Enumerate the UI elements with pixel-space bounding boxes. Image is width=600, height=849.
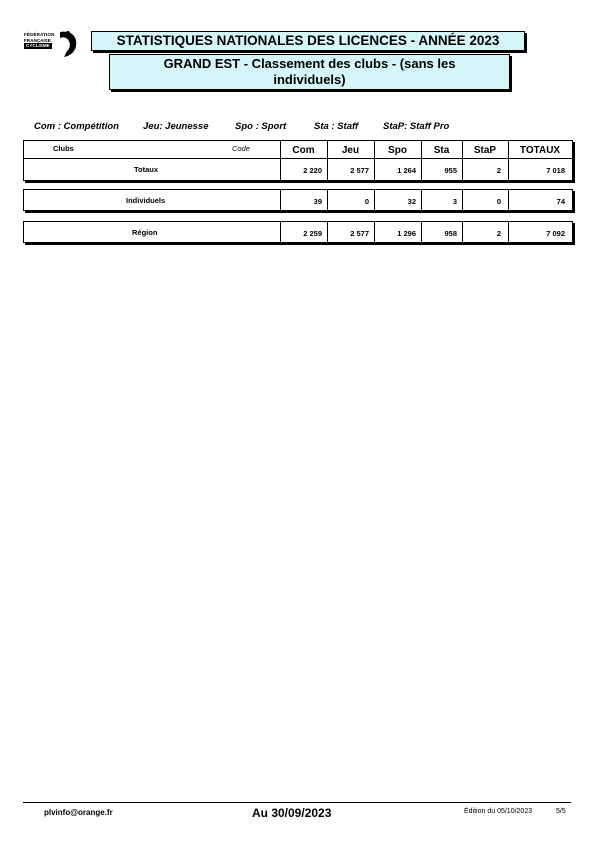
individuels-jeu: 0 [364,197,369,206]
individuels-com: 39 [313,197,322,206]
col-header-code: Code [232,144,250,153]
row-label-region: Région [132,228,158,237]
footer-divider [23,802,571,803]
row-label-totaux: Totaux [134,165,159,174]
col-header-jeu: Jeu [341,145,360,156]
region-spo: 1 296 [397,229,416,238]
individuels-sta: 3 [452,197,457,206]
logo-text-francaise: FRANÇAISE [24,37,51,43]
legend-jeu: Jeu: Jeunesse [143,121,209,132]
region-stap: 2 [496,229,501,238]
logo-text-federation: FÉDÉRATION [24,32,55,37]
totaux-stap: 2 [496,166,501,175]
col-header-stap: StaP [473,145,497,156]
region-table [23,221,573,243]
totaux-com: 2 220 [303,166,322,175]
region-sta: 958 [444,229,457,238]
totaux-spo: 1 264 [397,166,416,175]
header-divider [24,158,572,159]
legend-stap: StaP: Staff Pro [383,121,450,132]
col-header-totaux: TOTAUX [519,145,561,156]
totaux-total: 7 018 [546,166,565,175]
page-title: STATISTIQUES NATIONALES DES LICENCES - ANNÉE 2023 [91,31,525,51]
page-subtitle [109,54,510,90]
col-header-spo: Spo [388,145,407,156]
legend-com: Com : Compétition [34,121,119,132]
individuels-spo: 32 [407,197,416,206]
col-header-clubs: Clubs [53,144,74,153]
footer-date: Au 30/09/2023 [252,806,332,820]
clubs-table [23,140,573,181]
totaux-jeu: 2 577 [350,166,369,175]
subtitle-line-1: GRAND EST - Classement des clubs - (sans les [163,56,456,71]
row-label-individuels: Individuels [126,196,166,205]
footer-page-number: 5/5 [556,808,566,815]
individuels-table [23,189,573,211]
cyclist-emblem-icon [56,30,80,58]
footer-email[interactable]: plvinfo@orange.fr [44,808,113,817]
col-header-sta: Sta [433,145,450,156]
region-total: 7 092 [546,229,565,238]
col-header-com: Com [292,145,315,156]
individuels-total: 74 [556,197,565,206]
footer-edition: Édition du 05/10/2023 [464,808,533,815]
logo-text-cyclisme: CYCLISME [26,43,50,48]
legend-sta: Sta : Staff [314,121,359,132]
legend-spo: Spo : Sport [235,121,287,132]
region-com: 2 259 [303,229,322,238]
subtitle-line-2: individuels) [273,71,346,87]
ffc-logo [22,30,80,58]
region-jeu: 2 577 [350,229,369,238]
totaux-sta: 955 [444,166,457,175]
individuels-stap: 0 [496,197,501,206]
